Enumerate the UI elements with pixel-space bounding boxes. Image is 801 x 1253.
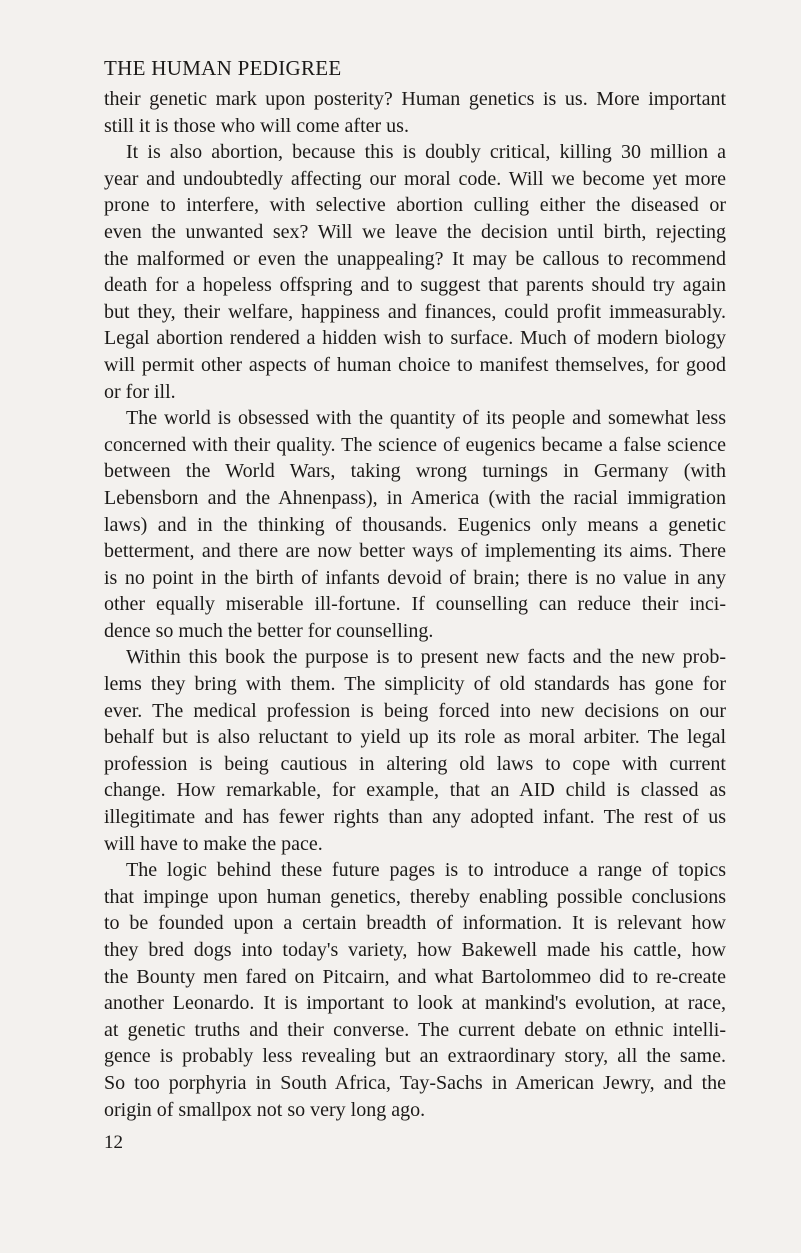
running-head: THE HUMAN PEDIGREE <box>104 56 342 80</box>
text-line: dence so much the better for counselling. <box>104 619 434 642</box>
page-number: 12 <box>104 1132 123 1153</box>
text-line: Within this book the purpose is to present new facts and the new prob- <box>126 646 726 669</box>
body-text <box>104 86 726 1123</box>
text-line: they bred dogs into today's variety, how Bakewell made his cattle, how <box>104 939 726 961</box>
text-line: illegitimate and has fewer rights than any adopted infant. The rest of us <box>104 806 726 829</box>
text-line: between the World Wars, taking wrong turnings in Germany (with <box>104 460 726 483</box>
text-line: gence is probably less revealing but an extraordinary story, all the same. <box>104 1045 726 1068</box>
text-line: but they, their welfare, happiness and finances, could profit immeasurably. <box>104 300 726 323</box>
text-line: Lebensborn and the Ahnenpass), in America (with the racial immigration <box>104 486 726 509</box>
text-line: ever. The medical profession is being forced into new decisions on our <box>104 699 726 722</box>
text-line: still it is those who will come after us. <box>104 114 409 137</box>
text-line: is no point in the birth of infants devoid of brain; there is no value in any <box>104 566 726 589</box>
text-line: the malformed or even the unappealing? It may be callous to recommend <box>104 247 726 270</box>
text-line: to be founded upon a certain breadth of information. It is relevant how <box>104 912 726 935</box>
text-line: The world is obsessed with the quantity of its people and somewhat less <box>126 407 726 430</box>
text-line: the Bounty men fared on Pitcairn, and what Bartolommeo did to re-create <box>104 965 726 988</box>
text-line: will permit other aspects of human choice to manifest themselves, for good <box>104 353 726 376</box>
text-line: laws) and in the thinking of thousands. Eugenics only means a genetic <box>104 513 726 536</box>
text-line: The logic behind these future pages is to introduce a range of topics <box>126 859 726 882</box>
text-line: death for a hopeless offspring and to suggest that parents should try again <box>104 274 726 297</box>
text-line: Legal abortion rendered a hidden wish to surface. Much of modern biology <box>104 327 726 350</box>
text-line: It is also abortion, because this is doubly critical, killing 30 million a <box>126 141 726 164</box>
text-line: year and undoubtedly affecting our moral code. Will we become yet more <box>104 167 726 190</box>
text-line: will have to make the pace. <box>104 832 323 855</box>
text-line: behalf but is also reluctant to yield up its role as moral arbiter. The legal <box>104 726 726 749</box>
text-line: even the unwanted sex? Will we leave the decision until birth, rejecting <box>104 220 726 243</box>
text-line: another Leonardo. It is important to look at mankind's evolution, at race, <box>104 992 726 1015</box>
text-line: their genetic mark upon posterity? Human genetics is us. More important <box>104 88 726 110</box>
text-line: concerned with their quality. The science of eugenics became a false science <box>104 433 726 456</box>
text-line: betterment, and there are now better ways of implementing its aims. There <box>104 540 726 563</box>
text-line: other equally miserable ill-fortune. If counselling can reduce their inci- <box>104 593 726 616</box>
text-line: change. How remarkable, for example, that an AID child is classed as <box>104 779 726 802</box>
text-line: prone to interfere, with selective abortion culling either the diseased or <box>104 194 726 217</box>
text-line: or for ill. <box>104 380 176 403</box>
text-line: origin of smallpox not so very long ago. <box>104 1098 426 1121</box>
text-line: lems they bring with them. The simplicity of old standards has gone for <box>104 673 726 696</box>
text-line: profession is being cautious in altering old laws to cope with current <box>104 752 726 775</box>
text-line: at genetic truths and their converse. The current debate on ethnic intelli- <box>104 1018 726 1041</box>
text-line: So too porphyria in South Africa, Tay-Sachs in American Jewry, and the <box>104 1071 726 1094</box>
text-line: that impinge upon human genetics, thereby enabling possible conclusions <box>104 885 726 908</box>
